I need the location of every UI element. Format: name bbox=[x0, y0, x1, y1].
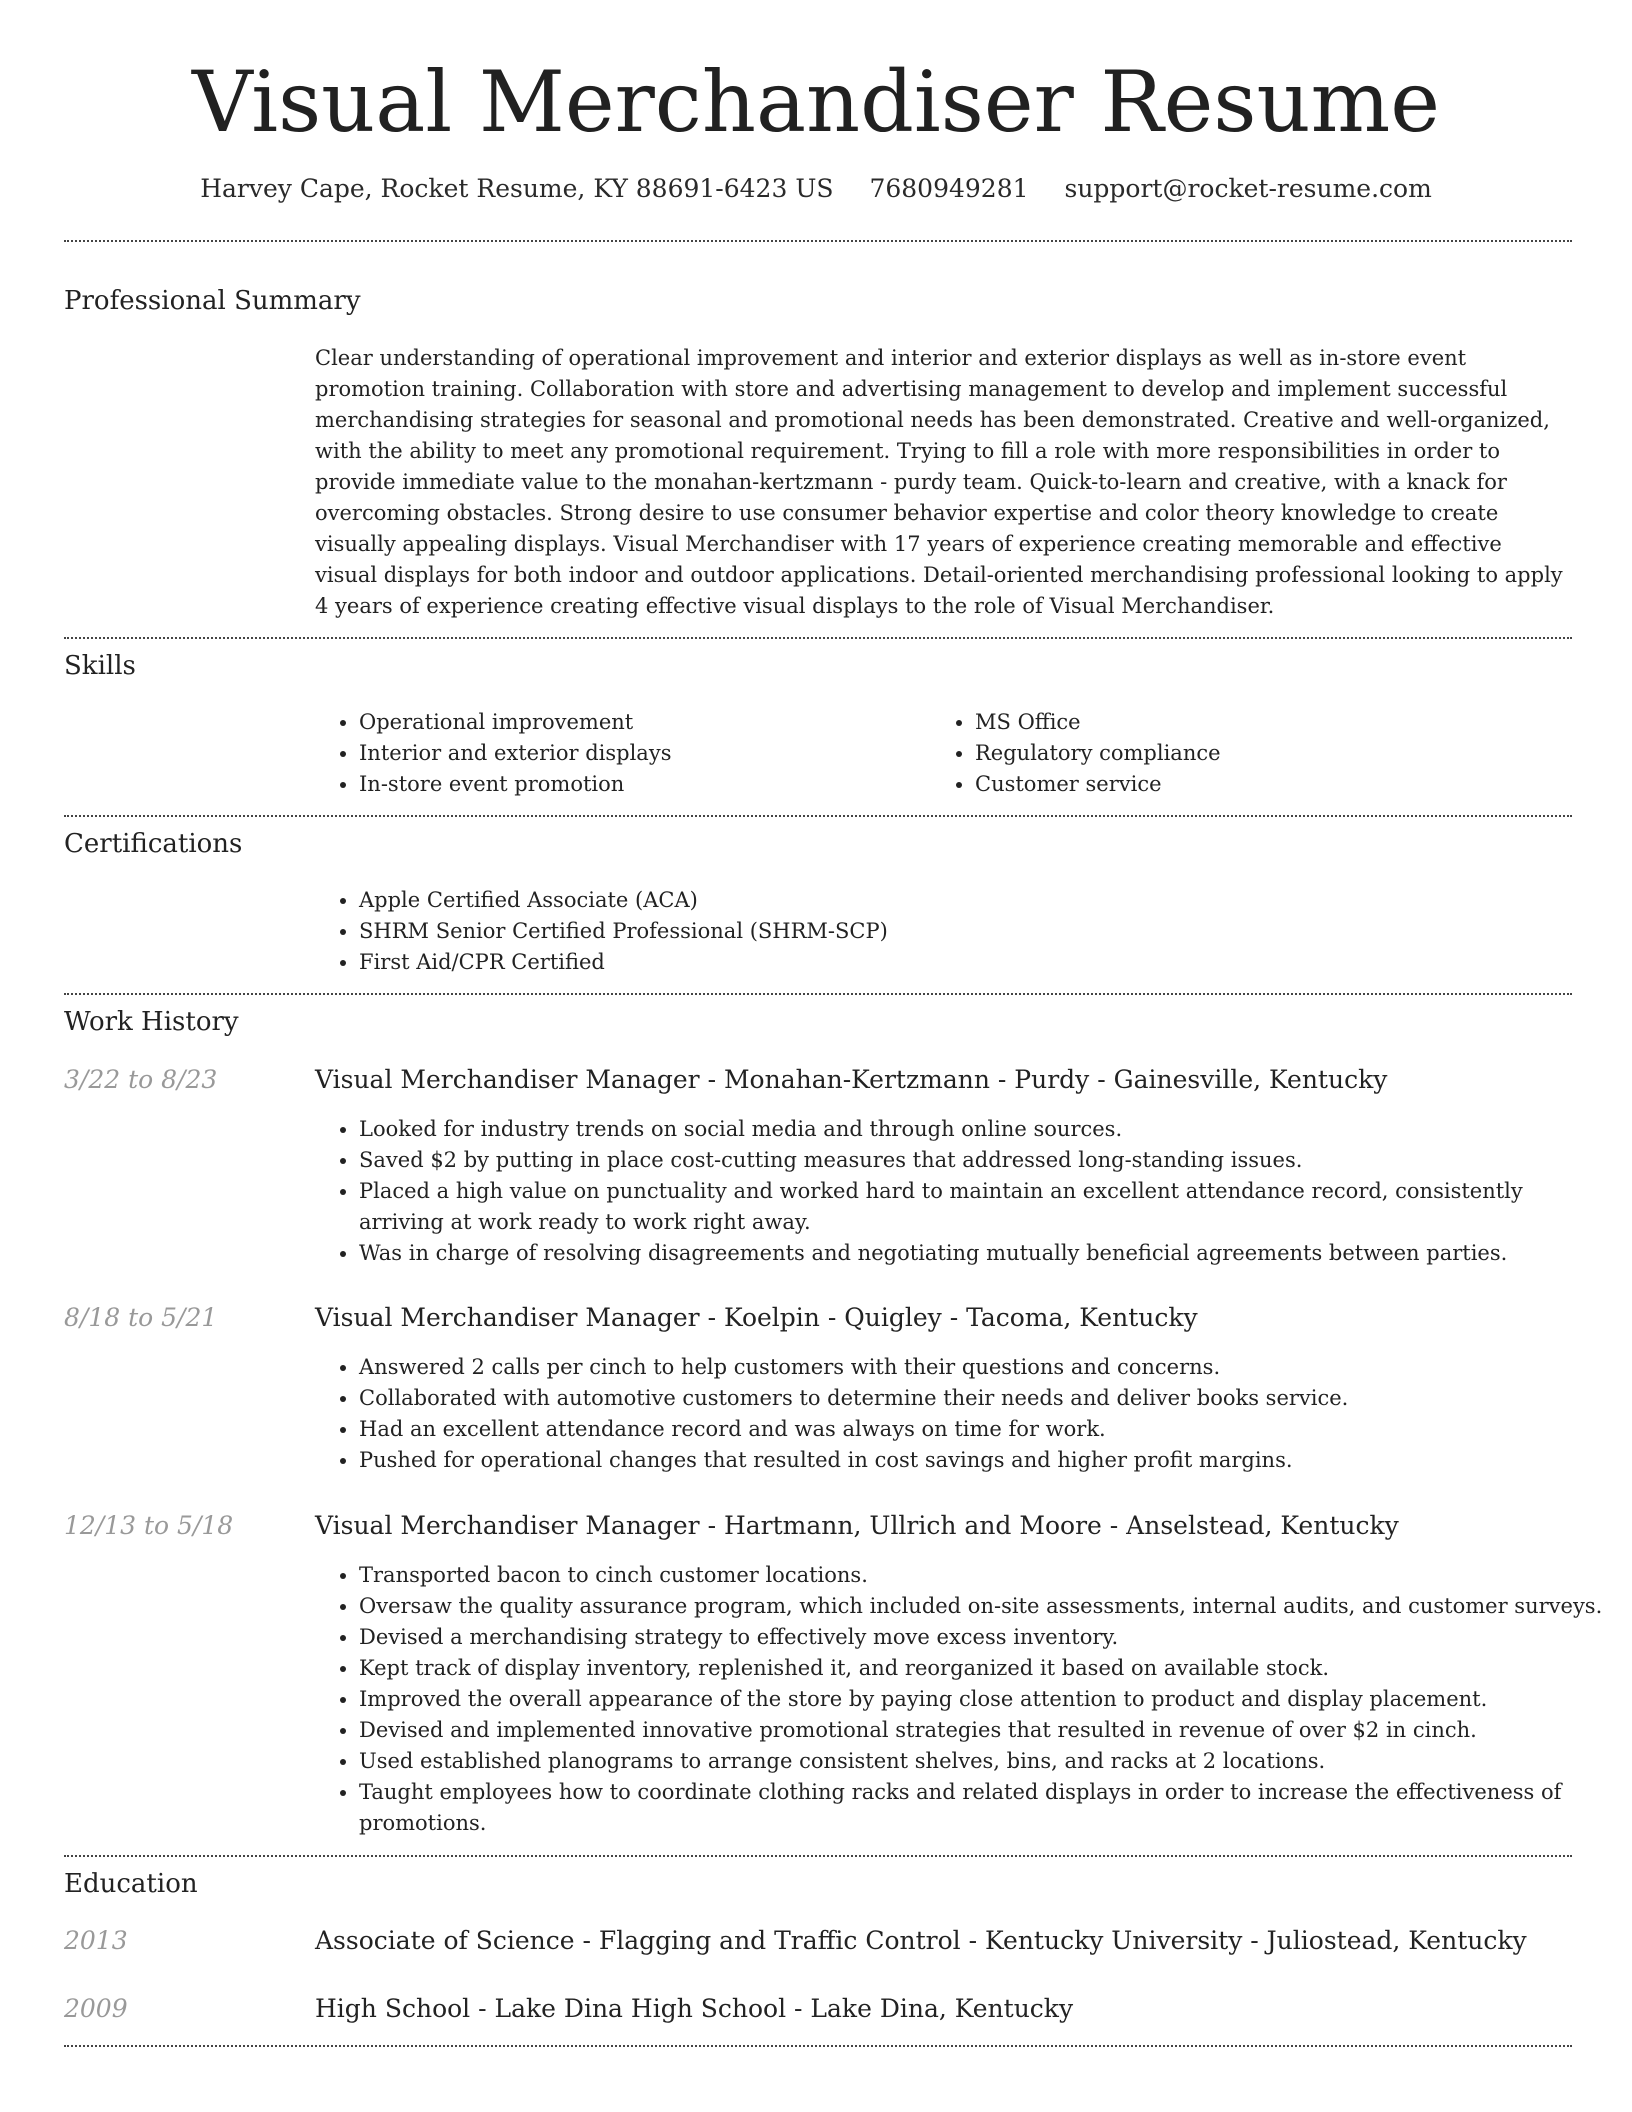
section-title-certifications: Certifications bbox=[64, 829, 243, 859]
education-title: Associate of Science - Flagging and Traffic Control - Kentucky University - Juliostead, Kentucky bbox=[315, 1926, 1527, 1955]
job-bullet: • Saved $2 by putting in place cost-cutting measures that addressed long-standing issues. bbox=[359, 1145, 1614, 1176]
skill-item: • Interior and exterior displays bbox=[359, 738, 919, 769]
skill-item: • In-store event promotion bbox=[359, 769, 919, 800]
divider bbox=[64, 2045, 1572, 2047]
job-bullet: • Devised and implemented innovative promotional strategies that resulted in revenue of over $2 in cinch. bbox=[359, 1715, 1614, 1746]
job-bullet: • Answered 2 calls per cinch to help customers with their questions and concerns. bbox=[359, 1352, 1614, 1383]
skills-list-left bbox=[315, 707, 919, 800]
job-bullet: • Looked for industry trends on social media and through online sources. bbox=[359, 1114, 1614, 1145]
job-bullets bbox=[315, 1560, 1614, 1839]
skills-list-right bbox=[931, 707, 1575, 800]
contact-email: support@rocket-resume.com bbox=[1064, 174, 1432, 203]
divider bbox=[64, 1855, 1572, 1857]
certifications-list bbox=[315, 885, 1459, 978]
skill-item: • Regulatory compliance bbox=[975, 738, 1575, 769]
education-year: 2009 bbox=[64, 1994, 128, 2023]
section-title-education: Education bbox=[64, 1869, 198, 1899]
job-bullet: • Oversaw the quality assurance program, which included on-site assessments, internal audits, and customer surveys. bbox=[359, 1591, 1614, 1622]
skill-item: • MS Office bbox=[975, 707, 1575, 738]
skill-item: • Customer service bbox=[975, 769, 1575, 800]
job-bullet: • Had an excellent attendance record and was always on time for work. bbox=[359, 1414, 1614, 1445]
education-title: High School - Lake Dina High School - Lake Dina, Kentucky bbox=[315, 1994, 1074, 2023]
education-year: 2013 bbox=[64, 1926, 128, 1955]
resume-title: Visual Merchandiser Resume bbox=[192, 53, 1440, 151]
divider bbox=[64, 993, 1572, 995]
job-bullet: • Used established planograms to arrange consistent shelves, bins, and racks at 2 locations. bbox=[359, 1746, 1614, 1777]
contact-address: Harvey Cape, Rocket Resume, KY 88691-6423 US bbox=[200, 174, 834, 203]
job-bullet: • Collaborated with automotive customers to determine their needs and deliver books service. bbox=[359, 1383, 1614, 1414]
job-dates: 3/22 to 8/23 bbox=[64, 1065, 218, 1094]
job-bullet: • Pushed for operational changes that resulted in cost savings and higher profit margins. bbox=[359, 1445, 1614, 1476]
certification-item: • Apple Certified Associate (ACA) bbox=[359, 885, 1459, 916]
job-bullet: • Devised a merchandising strategy to effectively move excess inventory. bbox=[359, 1622, 1614, 1653]
section-title-skills: Skills bbox=[64, 651, 136, 681]
job-bullet: • Kept track of display inventory, replenished it, and reorganized it based on available stock. bbox=[359, 1653, 1614, 1684]
job-bullet: • Was in charge of resolving disagreements and negotiating mutually beneficial agreements between parties. bbox=[359, 1238, 1614, 1269]
skill-item: • Operational improvement bbox=[359, 707, 919, 738]
job-bullets bbox=[315, 1114, 1614, 1269]
divider bbox=[64, 637, 1572, 639]
section-title-work-history: Work History bbox=[64, 1007, 239, 1037]
job-title: Visual Merchandiser Manager - Monahan-Kertzmann - Purdy - Gainesville, Kentucky bbox=[315, 1065, 1388, 1094]
job-bullets bbox=[315, 1352, 1614, 1476]
job-title: Visual Merchandiser Manager - Hartmann, Ullrich and Moore - Anselstead, Kentucky bbox=[315, 1511, 1399, 1540]
job-bullet: • Taught employees how to coordinate clothing racks and related displays in order to increase the effectiveness of promotions. bbox=[359, 1777, 1614, 1839]
divider bbox=[64, 815, 1572, 817]
job-dates: 8/18 to 5/21 bbox=[64, 1303, 218, 1332]
job-bullet: • Transported bacon to cinch customer locations. bbox=[359, 1560, 1614, 1591]
certification-item: • First Aid/CPR Certified bbox=[359, 947, 1459, 978]
summary-text: Clear understanding of operational improvement and interior and exterior displays as well as in-store event promotion training. Collaboration with store and advertising management to develop and implement successful merchandising strategies for seasonal and promotional needs has been demonstrated. Creative and well-organized, with the ability to meet any promotional requirement. Trying to fill a role with more responsibilities in order to provide immediate value to the monahan-kertzmann - purdy team. Quick-to-learn and creative, with a knack for overcoming obstacles. Strong desire to use consumer behavior expertise and color theory knowledge to create visually appealing displays. Visual Merchandiser with 17 years of experience creating memorable and effective visual displays for both indoor and outdoor applications. Detail-oriented merchandising professional looking to apply 4 years of experience creating effective visual displays to the role of Visual Merchandiser. bbox=[315, 346, 1563, 618]
job-bullet: • Improved the overall appearance of the store by paying close attention to product and display placement. bbox=[359, 1684, 1614, 1715]
job-dates: 12/13 to 5/18 bbox=[64, 1511, 234, 1540]
divider bbox=[64, 240, 1572, 242]
job-title: Visual Merchandiser Manager - Koelpin - Quigley - Tacoma, Kentucky bbox=[315, 1303, 1198, 1332]
contact-phone: 7680949281 bbox=[869, 174, 1029, 203]
job-bullet: • Placed a high value on punctuality and worked hard to maintain an excellent attendance record, consistently arriving at work ready to work right away. bbox=[359, 1176, 1614, 1238]
contact-line bbox=[0, 172, 1632, 206]
section-title-summary: Professional Summary bbox=[64, 286, 361, 316]
certification-item: • SHRM Senior Certified Professional (SHRM-SCP) bbox=[359, 916, 1459, 947]
